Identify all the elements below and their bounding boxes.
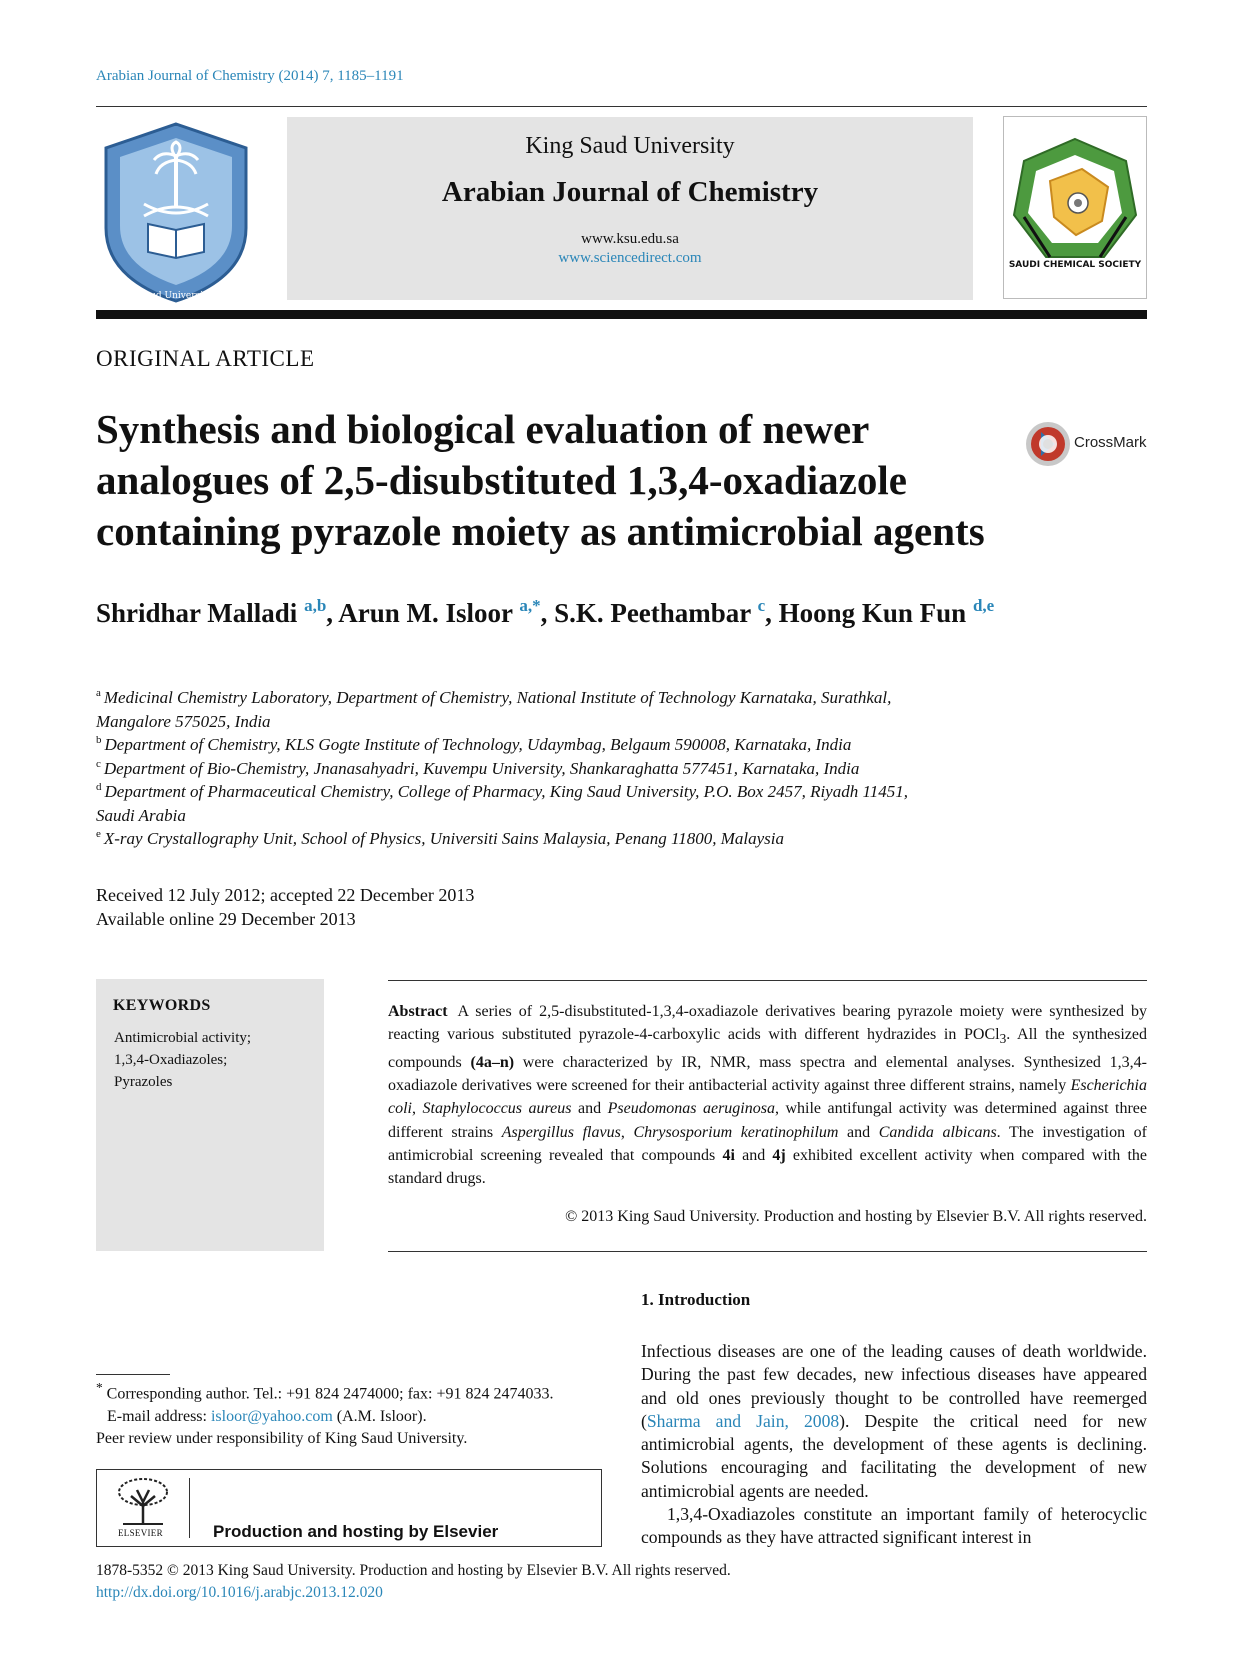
affiliation-item: $^d$ Department of Pharmaceutical Chemistry, College of Pharmacy, King Saud University, P.O. Box 2457, Riyadh 11451, [96, 781, 908, 801]
paragraph: 1,3,4-Oxadiazoles constitute an important family of heterocyclic compounds as they have attracted significant interest in [641, 1504, 1147, 1548]
elsevier-separator [189, 1478, 190, 1538]
affiliation-item-continued: Mangalore 575025, India [96, 711, 271, 731]
journal-citation: Arabian Journal of Chemistry (2014) 7, 1185–1191 [96, 68, 404, 84]
journal-banner [287, 117, 973, 300]
abstract-text: Abstract A series of 2,5-disubstituted-1,3,4-oxadiazole derivatives bearing pyrazole moiety were synthesized by reacting various substituted pyrazole-4-carboxylic acids with different hydrazides in POCl$_3$. All the synthesized compounds (4a–n) were characterized by IR, NMR, mass spectra and elemental analyses. Synthesized 1,3,4-oxadiazole derivatives were screened for their antibacterial activity against three different strains, namely Escherichia coli, Staphylococcus aureus and Pseudomonas aeruginosa, while antifungal activity was determined against three different strains Aspergillus flavus, Chrysosporium keratinophilum and Candida albicans. The investigation of antimicrobial screening revealed that compounds 4i and 4j exhibited excellent activity when compared with the standard drugs. [388, 1003, 1148, 1188]
website-sciencedirect-link[interactable]: www.sciencedirect.com [558, 250, 702, 266]
crossmark-icon [1024, 420, 1074, 468]
elsevier-wordmark: ELSEVIER [118, 1528, 163, 1538]
saudi-chemical-society-logo [1003, 116, 1147, 299]
author-name: Arun M. Isloor [338, 598, 513, 628]
author-name: S.K. Peethambar [554, 598, 751, 628]
elsevier-hosting-label: Production and hosting by Elsevier [213, 1522, 499, 1541]
keywords-list [114, 1027, 251, 1093]
keyword-item: Antimicrobial activity; [114, 1030, 252, 1046]
top-divider [96, 106, 1147, 107]
author-affiliation-mark[interactable]: d,e [972, 596, 995, 615]
email-link[interactable]: isloor@yahoo.com [210, 1407, 333, 1425]
keyword-item: Pyrazoles [114, 1074, 173, 1090]
keyword-item: 1,3,4-Oxadiazoles; [114, 1052, 228, 1068]
author-affiliation-mark[interactable]: a,b [304, 596, 327, 615]
author-name: Hoong Kun Fun [778, 598, 967, 628]
abstract-heading: Abstract [388, 1003, 448, 1020]
king-saud-university-logo [96, 120, 256, 305]
affiliation-item: $^c$ Department of Bio-Chemistry, Jnanasahyadri, Kuvempu University, Shankaraghatta 577451, Karnataka, India [96, 757, 860, 778]
introduction-body [641, 1340, 1147, 1550]
header-thick-divider [96, 310, 1147, 319]
affiliation-item: $^b$ Department of Chemistry, KLS Gogte Institute of Technology, Udaymbag, Belgaum 590008, Karnataka, India [96, 734, 852, 754]
doi-link[interactable]: http://dx.doi.org/10.1016/j.arabjc.2013.12.020 [96, 1584, 383, 1601]
section-heading-introduction: 1. Introduction [641, 1290, 751, 1309]
university-name: King Saud University [525, 133, 735, 159]
keywords-heading: KEYWORDS [113, 997, 211, 1014]
abstract-copyright: © 2013 King Saud University. Production and hosting by Elsevier B.V. All rights reserved. [565, 1208, 1147, 1225]
affiliations [96, 686, 1096, 851]
abstract-top-divider [388, 980, 1147, 981]
svg-text:SAUDI CHEMICAL SOCIETY: SAUDI CHEMICAL SOCIETY [1008, 260, 1142, 270]
footnote-divider [96, 1374, 170, 1375]
corresponding-author-note: * Corresponding author. Tel.: +91 824 2474000; fax: +91 824 2474033. [96, 1380, 554, 1403]
keywords-box [96, 979, 324, 1251]
article-dates [96, 883, 474, 931]
citation-link[interactable]: Sharma and Jain, 2008 [646, 1410, 840, 1431]
abstract-bottom-divider [388, 1251, 1147, 1252]
available-online-date: Available online 29 December 2013 [96, 909, 356, 929]
svg-text:King Saud University 1957: King Saud University 1957 [114, 291, 238, 301]
article-title: Synthesis and biological evaluation of newer analogues of 2,5-disubstituted 1,3,4-oxadiazole containing pyrazole moiety as antimicrobial agents [96, 406, 985, 554]
peer-review-note: Peer review under responsibility of King Saud University. [96, 1430, 468, 1448]
author-name: Shridhar Malladi [96, 598, 298, 628]
paragraph: Infectious diseases are one of the leading causes of death worldwide. During the past few decades, new infectious diseases have appeared and old ones previously thought to be controlled have reemerged (Sharma and Jain, 2008). Despite the critical need for new antimicrobial agents, the development of these agents is declining. Solutions encouraging and facilitating the development of new antimicrobial agents are needed. [641, 1341, 1147, 1501]
affiliation-item: $^e$ X-ray Crystallography Unit, School of Physics, Universiti Sains Malaysia, Penang 11800, Malaysia [96, 828, 784, 848]
issn-copyright-line: 1878-5352 © 2013 King Saud University. Production and hosting by Elsevier B.V. All rights reserved. [96, 1562, 731, 1579]
crossmark-label: CrossMark [1074, 434, 1147, 451]
website-ksu: www.ksu.edu.sa [581, 231, 679, 247]
journal-name: Arabian Journal of Chemistry [441, 176, 819, 208]
author-list: Shridhar Malladi $^{a,b}$, Arun M. Isloor $^{a,*}$, S.K. Peethambar $^c$, Hoong Kun Fun $^{d,e}$ [96, 596, 995, 628]
footnotes [96, 1377, 602, 1451]
affiliation-item: $^a$ Medicinal Chemistry Laboratory, Department of Chemistry, National Institute of Technology Karnataka, Surathkal, [96, 687, 892, 707]
affiliation-item-continued: Saudi Arabia [96, 805, 186, 825]
email-note: E-mail address: isloor@yahoo.com (A.M. Isloor). [107, 1407, 427, 1425]
elsevier-hosting-box [96, 1469, 602, 1547]
elsevier-tree-logo [115, 1476, 171, 1526]
received-date: Received 12 July 2012; accepted 22 December 2013 [96, 885, 475, 905]
author-affiliation-mark[interactable]: c [757, 596, 766, 615]
article-type: ORIGINAL ARTICLE [96, 346, 315, 371]
author-affiliation-mark[interactable]: a,* [519, 596, 541, 615]
